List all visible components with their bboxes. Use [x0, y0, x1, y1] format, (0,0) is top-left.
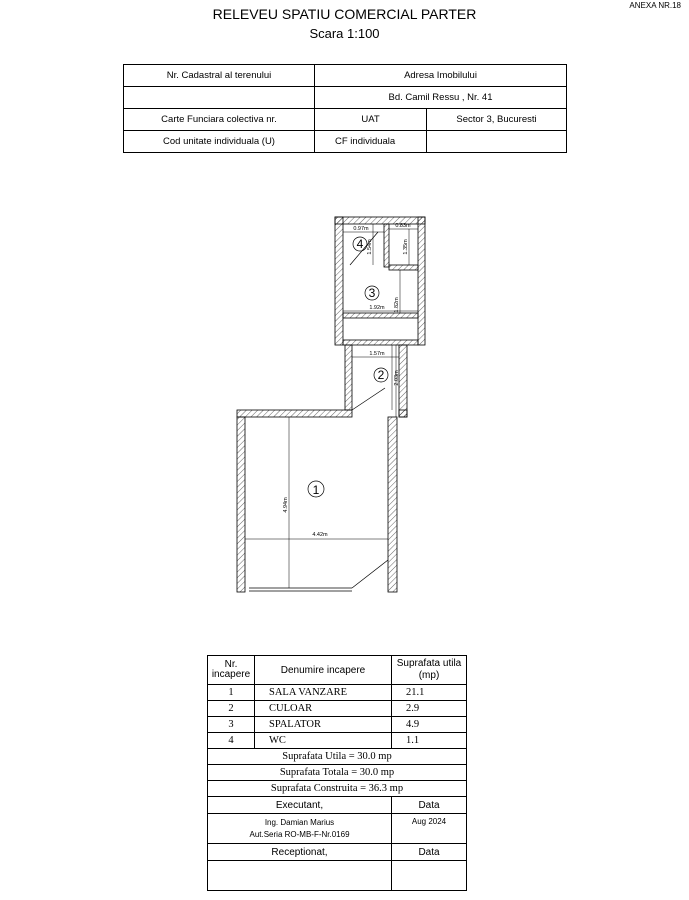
- receptionat-date: [392, 861, 467, 891]
- total-constructed: Suprafata Construita = 36.3 mp: [208, 781, 467, 797]
- wall-culoar-west: [345, 345, 352, 410]
- room-row-name: WC: [255, 733, 392, 749]
- dim-label-182: 1.82m: [394, 297, 400, 313]
- dim-label-494: 4.94m: [283, 497, 289, 513]
- engineer-authorization: Aut.Seria RO-MB-F-Nr.0169: [249, 830, 350, 839]
- room-row-name: SALA VANZARE: [255, 685, 392, 701]
- room-number-3: 3: [368, 286, 376, 300]
- wall-east-upper: [418, 217, 425, 345]
- receptionat-signature: [208, 861, 392, 891]
- address-value: Bd. Camil Ressu , Nr. 41: [315, 87, 567, 109]
- room-number-2: 2: [377, 368, 385, 382]
- header-denumire: Denumire incapere: [255, 656, 392, 685]
- room-row-nr: 1: [208, 685, 255, 701]
- wall-spalator-south: [343, 313, 418, 318]
- room-row-nr: 2: [208, 701, 255, 717]
- wall-culoar-north: [343, 340, 418, 345]
- room-row-area: 1.1: [392, 733, 467, 749]
- header-nr-incapere: Nr. incapere: [208, 656, 255, 685]
- annex-number: ANEXA NR.18: [629, 1, 681, 10]
- dim-label-083: 0.83m: [395, 223, 411, 229]
- total-constr-row: [208, 781, 467, 797]
- dim-label-203: 2.03m: [394, 370, 400, 386]
- room-number-4: 4: [356, 237, 364, 251]
- wall-north: [335, 217, 425, 224]
- scale-label: Scara 1:100: [309, 26, 380, 41]
- dim-label-192: 1.92m: [369, 305, 385, 311]
- room-row-area: 4.9: [392, 717, 467, 733]
- data-label-2: Data: [392, 844, 467, 861]
- dim-label-135: 1.35m: [403, 239, 409, 255]
- cod-unitate-label: Cod unitate individuala (U): [124, 131, 315, 153]
- room-row-area: 2.9: [392, 701, 467, 717]
- wall-west-upper: [335, 217, 343, 345]
- uat-value: Sector 3, Bucuresti: [427, 109, 567, 131]
- wall-culoar-east: [399, 345, 407, 417]
- carte-funciara-label: Carte Funciara colectiva nr.: [124, 109, 315, 131]
- room-number-1: 1: [312, 483, 320, 497]
- executant-row: [208, 797, 467, 814]
- dim-label-097: 0.97m: [353, 226, 369, 232]
- room-row-nr: 4: [208, 733, 255, 749]
- entrance-door-leaf: [352, 560, 388, 588]
- room-row-nr: 3: [208, 717, 255, 733]
- dim-label-157: 1.57m: [369, 351, 385, 357]
- total-util-row: [208, 749, 467, 765]
- engineer-row: [208, 814, 467, 844]
- rooms-table: [207, 655, 467, 891]
- room-row-area: 21.1: [392, 685, 467, 701]
- total-total: Suprafata Totala = 30.0 mp: [208, 765, 467, 781]
- engineer-cell: [208, 814, 392, 844]
- total-total-row: [208, 765, 467, 781]
- wall-hall-west: [237, 417, 245, 592]
- document-title: RELEVEU SPATIU COMERCIAL PARTER: [212, 6, 477, 22]
- total-util: Suprafata Utila = 30.0 mp: [208, 749, 467, 765]
- wall-hall-north-east: [399, 410, 407, 417]
- room-row-name: CULOAR: [255, 701, 392, 717]
- room-row-1: [208, 685, 467, 701]
- receptionat-row: [208, 844, 467, 861]
- room-row-4: [208, 733, 467, 749]
- wall-hall-north: [237, 410, 352, 417]
- wall-wc-south: [389, 265, 418, 270]
- rooms-header-row: [208, 656, 467, 685]
- wall-wc-west: [384, 224, 389, 267]
- plan-walls: [237, 217, 425, 592]
- room-row-3: [208, 717, 467, 733]
- cadastral-label: Nr. Cadastral al terenului: [124, 65, 315, 87]
- wall-hall-east: [388, 417, 397, 592]
- cf-label: CF individuala: [315, 131, 427, 153]
- dim-label-442: 4.42m: [312, 532, 328, 538]
- room-row-2: [208, 701, 467, 717]
- corridor-door-leaf: [352, 388, 385, 410]
- room-row-name: SPALATOR: [255, 717, 392, 733]
- execution-date: Aug 2024: [392, 814, 467, 844]
- receptionat-label: Receptionat,: [208, 844, 392, 861]
- engineer-name: Ing. Damian Marius: [264, 818, 335, 827]
- header-suprafata: Suprafata utila (mp): [392, 656, 467, 685]
- receptionat-signature-row: [208, 861, 467, 891]
- dim-label-154: 1.54m: [367, 239, 373, 255]
- data-label: Data: [392, 797, 467, 814]
- address-label: Adresa Imobilului: [315, 65, 567, 87]
- executant-label: Executant,: [208, 797, 392, 814]
- uat-label: UAT: [315, 109, 427, 131]
